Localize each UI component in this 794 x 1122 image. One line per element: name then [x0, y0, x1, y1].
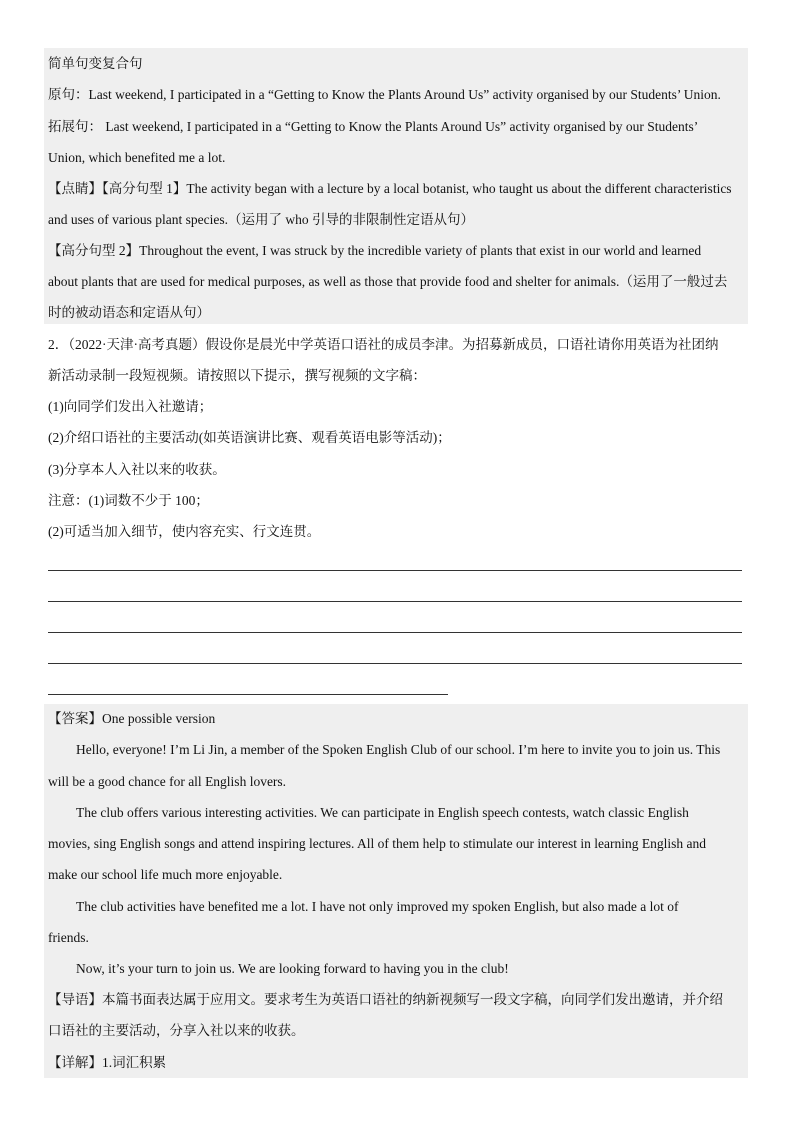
answer-para-3-line-1: The club activities have benefited me a lot. I have not only improved my spoken English, but also made a lot of: [76, 899, 679, 914]
writing-line: [48, 632, 742, 633]
expanded-sentence-line-1: 拓展句： Last weekend, I participated in a “Getting to Know the Plants Around Us” activity organised by our Students’: [48, 119, 699, 134]
guide-line-2: 口语社的主要活动，分享入社以来的收获。: [48, 1023, 305, 1038]
question-line-2: 新活动录制一段短视频。请按照以下提示，撰写视频的文字稿：: [48, 368, 426, 383]
prompt-3: (3)分享本人入社以来的收获。: [48, 462, 226, 477]
detail-heading: 【详解】1.词汇积累: [48, 1055, 167, 1070]
writing-line: [48, 570, 742, 571]
answer-label: 【答案】One possible version: [48, 711, 216, 726]
point-line-2: and uses of various plant species.（运用了 who 引导的非限制性定语从句）: [48, 212, 474, 227]
sentence-pattern-2-line-1: 【高分句型 2】Throughout the event, I was struck by the incredible variety of plants that exist in our world and learned: [48, 243, 702, 258]
writing-line: [48, 694, 448, 695]
note-1: 注意：(1)词数不少于 100；: [48, 493, 209, 508]
answer-para-2-line-1: The club offers various interesting activities. We can participate in English speech contests, watch classic English: [76, 805, 689, 820]
answer-para-4: Now, it’s your turn to join us. We are looking forward to having you in the club!: [76, 961, 509, 976]
prompt-2: (2)介绍口语社的主要活动(如英语演讲比赛、观看英语电影等活动)；: [48, 430, 451, 445]
expanded-sentence-line-2: Union, which benefited me a lot.: [48, 150, 226, 165]
answer-para-3-line-2: friends.: [48, 930, 89, 945]
guide-line-1: 【导语】本篇书面表达属于应用文。要求考生为英语口语社的纳新视频写一段文字稿，向同学们发出邀请，并介绍: [48, 992, 723, 1007]
sentence-pattern-2-line-2: about plants that are used for medical purposes, as well as those that provide food and shelter for animals.（运用了一般过去: [48, 274, 728, 289]
answer-para-1-line-1: Hello, everyone! I’m Li Jin, a member of the Spoken English Club of our school. I’m here to invite you to join us. This: [76, 742, 721, 757]
writing-line: [48, 601, 742, 602]
original-sentence: 原句：Last weekend, I participated in a “Getting to Know the Plants Around Us” activity organised by our Students’ Union.: [48, 87, 721, 102]
answer-para-2-line-3: make our school life much more enjoyable.: [48, 867, 283, 882]
answer-para-1-line-2: will be a good chance for all English lovers.: [48, 774, 287, 789]
prompt-1: (1)向同学们发出入社邀请；: [48, 399, 213, 414]
point-line-1: 【点睛】【高分句型 1】The activity began with a lecture by a local botanist, who taught us about the different characteristics: [48, 181, 732, 196]
question-line-1: 2．（2022·天津·高考真题）假设你是晨光中学英语口语社的成员李津。为招募新成员，口语社请你用英语为社团纳: [48, 337, 719, 352]
section-heading: 简单句变复合句: [48, 56, 143, 71]
note-2: (2)可适当加入细节，使内容充实、行文连贯。: [48, 524, 321, 539]
writing-line: [48, 663, 742, 664]
answer-para-2-line-2: movies, sing English songs and attend inspiring lectures. All of them help to stimulate our interest in learning English and: [48, 836, 707, 851]
sentence-pattern-2-line-3: 时的被动语态和定语从句）: [48, 305, 210, 320]
